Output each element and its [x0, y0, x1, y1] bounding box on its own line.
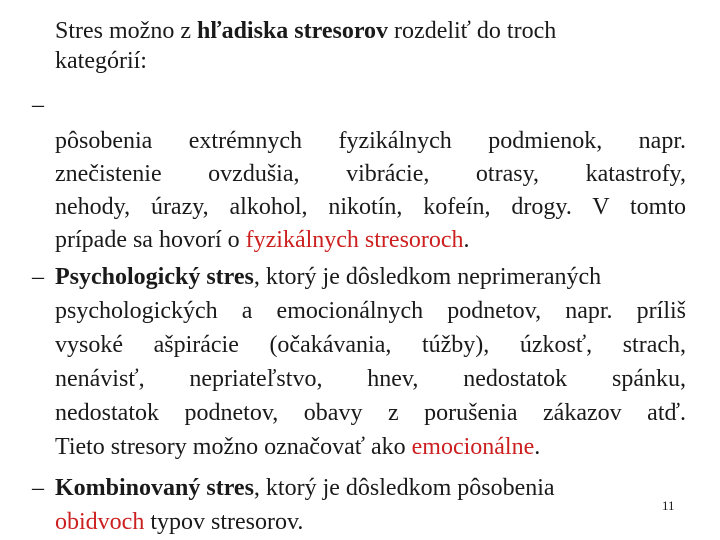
item2-highlight: emocionálne — [411, 434, 535, 460]
intro-text-end: rozdeliť do troch — [388, 18, 557, 44]
item1-text: prípade sa hovorí o — [55, 227, 246, 253]
item2-text: , ktorý je dôsledkom neprimeraných — [253, 264, 602, 290]
page-number: 11 — [662, 498, 675, 513]
item3-text: , ktorý je dôsledkom pôsobenia — [253, 475, 555, 501]
item2-line-1 — [55, 262, 601, 292]
intro-text: Stres možno z — [55, 18, 197, 44]
intro-line-1 — [55, 16, 556, 46]
bullet-dash: – — [32, 264, 44, 290]
item3-line-2 — [55, 507, 303, 537]
item2-bold-term: Psychologický stres — [55, 264, 254, 290]
intro-line-2: kategórií: — [55, 48, 147, 74]
item2-period: . — [534, 434, 541, 460]
bullet-dash: – — [32, 92, 44, 118]
item3-bold-term: Kombinovaný stres — [55, 475, 254, 501]
item1-period: . — [463, 227, 470, 253]
item2-line-6 — [55, 432, 540, 462]
item1-line-4 — [55, 225, 470, 255]
item2-text-end: Tieto stresory možno označovať ako — [55, 434, 412, 460]
item1-line-3: nehody, úrazy, alkohol, nikotín, kofeín, drogy. V tomto — [55, 194, 686, 220]
item2-line-3: vysoké ašpirácie (očakávania, túžby), úzkosť, strach, — [55, 332, 686, 358]
bullet-dash: – — [32, 475, 44, 501]
item1-highlight: fyzikálnych stresoroch — [245, 227, 464, 253]
item1-line-2: znečistenie ovzdušia, vibrácie, otrasy, katastrofy, — [55, 161, 686, 187]
item1-line-1: pôsobenia extrémnych fyzikálnych podmienok, napr. — [55, 128, 686, 154]
item2-line-5: nedostatok podnetov, obavy z porušenia zákazov atď. — [55, 400, 686, 426]
item3-highlight: obidvoch — [55, 509, 145, 535]
intro-bold-term: hľadiska stresorov — [196, 18, 389, 44]
item2-line-4: nenávisť, nepriateľstvo, hnev, nedostatok spánku, — [55, 366, 686, 392]
item2-line-2: psychologických a emocionálnych podnetov, napr. príliš — [55, 298, 686, 324]
item3-text-end: typov stresorov. — [144, 509, 304, 535]
item3-line-1 — [55, 473, 555, 503]
